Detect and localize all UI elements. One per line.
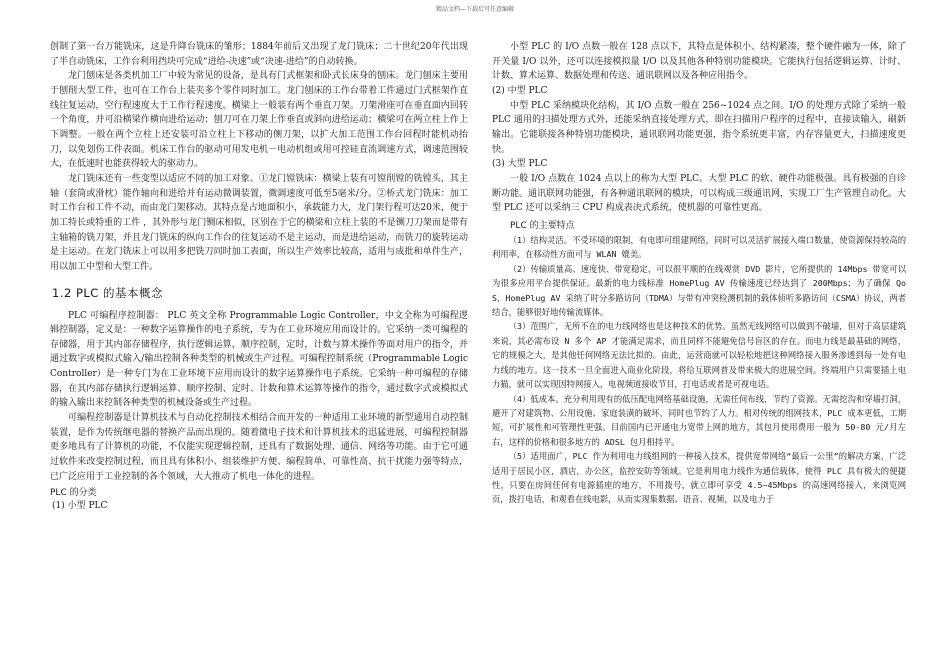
paragraph-plc-definition: PLC 可编程序控制器： PLC 英文全称 Programmable Logic Controller，中文全称为可编程逻辑控制器，定义是：一种数字运算操作的电子系统，专为在工业环境应用而设计的。它采纳一类可编程的存储器，用于其内部存储程序，执行逻辑运算，顺序控制，定时，计数与算术操作等面对用户的指令，并通过数字或模拟式输入/输出控制各种类型的机械或生产过程。可编程控制系统（Programmable Logic Controller）是一种专门为在工业环境下应用而设计的数字运算操作电子系统。它采纳一种可编程的存储器，在其内部存储执行逻辑运算、顺序控制、定时、计数和算术运算等操作的指令，通过数字式或模拟式的输入输出来控制各种类型的机械设备或生产过程。 — [50, 310, 468, 409]
paragraph-milling-history: 创制了第一台万能铣床，这是升降台铣床的雏形；1884年前后又出现了龙门铣床；二十世纪20年代出现了半自动铣床，工作台利用挡块可完成“进给-决速”或“决速-进给”的自动转换。 — [50, 42, 468, 67]
subheading-plc-features: PLC 的主要特点 — [510, 220, 575, 231]
paragraph-plc-overview: 可编程控制器是计算机技术与自动化控制技术相结合而开发的一种适用工业环境的新型通用自动控制装置，是作为传统继电器的替换产品而出现的。随着微电子技术和计算机技术的迅猛进展，可编程控制器更多地具有了计算机的功能，不仅能实现逻辑控制，还具有了数据处理、通信、网络等功能。由于它可通过软件来改变控制过程，而且具有体积小、组装维护方便、编程简单、可靠性高、抗干扰能力强等特点，已广泛应用于工业控制的各个领域，大大推动了机电一体化的进程。 — [50, 413, 468, 482]
paragraph-large-plc: 一般 I/O 点数在 1024 点以上的称为大型 PLC。大型 PLC 的软、硬件功能极强。具有极强的自诊断功能。通讯联网功能强，有各种通讯联网的模块，可以构成三级通讯网，实现工厂生产管理自动化。大型 PLC 还可以采纳三 CPU 构成表决式系统，使机器的可靠性更高。 — [492, 173, 906, 214]
section-title-plc-basics: 1.2 PLC 的基本概念 — [52, 285, 163, 300]
subheading-large-plc: (3) 大型 PLC — [492, 159, 548, 170]
feature-item-low-cost: （4）低成本。充分利用现有的低压配电网络基础设施，无需任何布线，节约了资源。无需挖沟和穿墙打洞，避开了对建筑物、公用设施、家庭装潢的破坏，同时也节约了人力。相对传统的组网技术，PLC 成本更低，工期短，可扩展性和可管理性更强。目前国内已开通电力宽带上网的地方，其包月使用费用一般为 50-80 元/月左右，这样的价格和很多地方的 ADSL 包月相持平。 — [492, 393, 906, 447]
feature-item-range: （3）范围广，无所不在的电力线网络也是这种技术的优势。虽然无线网络可以做到不破墙，但对于高层建筑来说，其必需布设 N 多个 AP 才能满足需求，而且同样不能避免信号盲区的存在。而电力线是最基础的网络，它的规模之大，是其他任何网络无法比拟的。由此，运营商就可以轻松地把这种网络接入服务渗透到每一处有电力线的地方。这一技术一旦全面进入商业化阶段，将给互联网普及带来极大的进展空间。终端用户只需要插上电力猫，就可以实现因特网接入，电视频道接收节目，打电话或者是可视电话。 — [492, 321, 906, 390]
subheading-plc-classification: PLC 的分类 — [50, 488, 97, 499]
feature-list — [492, 233, 906, 507]
page-header: 精品文档---下载后可任意编辑 — [435, 6, 515, 13]
feature-item-applicability: （5）适用面广，PLC 作为利用电力线组网的一种接入技术，提供宽带网络“最后一公里”的解决方案，广泛适用于居民小区，酒店，办公区，监控安防等领域。它是利用电力线作为通信载体，使得 PLC 具有极大的便捷性，只要在房间任何有电源插座的地方，不用拨号，就立即可享受 4.5~45Mbps 的高速网络接入，来浏览网页，拨打电话，和观看在线电影，从而实现集数据、语音、视频，以及电力于 — [492, 451, 906, 505]
subheading-small-plc: (1) 小型 PLC — [52, 501, 108, 512]
paragraph-gantry-milling: 龙门铣床还有一些变型以适应不同的加工对象。①龙门镗铣床：横梁上装有可镗削镗的铣镗头，其主轴（套筒或滑枕）能作轴向和进给并有运动微调装置，微调速度可低至5毫米/分。②桥式龙门铣床：加工时工作台和工件不动，而由龙门架移动。其特点是占地面积小，承载能力大，龙门架行程可达20米，便于加工特长或特重的工件 ，其外形与龙门铡床相似，区别在于它的横梁和立柱上装的不是铡刀刀架而是带有主轴箱的铣刀架，并且龙门铣床的纵向工作台的往复运动不是主运动，而是进给运动，而铣刀的旋转运动是主运动。在龙门铣床上可以用多把铣刀同时加工表面，所以生产效率比较高，适用与成批和单件生产，用以加工中型和大型工件。 — [50, 173, 468, 272]
subheading-medium-plc: (2) 中型 PLC — [492, 85, 548, 96]
left-column — [50, 40, 468, 672]
right-column — [492, 40, 906, 672]
paragraph-medium-plc: 中型 PLC 采纳模块化结构，其 I/O 点数一般在 256~1024 点之间。I/O 的处理方式除了采纳一般 PLC 通用的扫描处理方式外，还能采纳直接处理方式，即在扫描用户程序的过程中，直接读输入，刷新输出。它能联接各种特别功能模块，通讯联网功能更强，指令系统更丰富，内存容量更大，扫描速度更快。 — [492, 100, 906, 155]
paragraph-gantry-planer: 龙门刨床是各类机加工厂中较为常见的设备，是具有门式框架和卧式长床身的刨床。龙门刨床主要用于刨削大型工件，也可在工作台上装夹多个零件同时加工。龙门刨床的工作台带着工件通过门式框架作直线往复运动，空行程速度大于工作行程速度。横梁上一般装有两个垂直刀架。刀架滑座可在垂直面内回转一个角度，并可沿横梁作横向进给运动；刨刀可在刀架上作垂直或斜向进给运动；横梁可在两立柱上作上下调整。一般在两个立柱上还安装可沿立柱上下移动的侧刀架，以扩大加工范围工作台回程时能机动抬刀，以免划伤工件表面。机床工作台的驱动可用发电机－电动机组或用可控硅直流调速方式，调速范围较大，在低速时也能获得较大的驱动力。 — [50, 71, 468, 170]
paragraph-small-plc: 小型 PLC 的 I/O 点数一般在 128 点以下，其特点是体积小、结构紧凑，整个硬件融为一体，除了开关量 I/O 以外，还可以连接模拟量 I/O 以及其他各种特别功能模块。它能执行包括逻辑运算、计时、计数、算术运算、数据处理和传送、通讯联网以及各种应用指令。 — [492, 42, 906, 82]
feature-item-quality: （2）传输质量高、速度快、带宽稳定，可以很平顺的在线观赏 DVD 影片，它所提供的 14Mbps 带宽可以为很多应用平台提供保证。最新的电力线标准 HomePlug AV 传输速度已经达到了 200Mbps；为了确保 QoS，HomePlug AV 采纳了时分多路访问（TDMA）与带有冲突检测机制的载体侦听多路访问（CSMA）协议，两者结合，能够很好地传输流媒体。 — [492, 263, 906, 317]
feature-item-flexible: （1）结构灵活。不受环境的限制，有电即可组建网络，同时可以灵活扩展接入端口数量，使资源保持较高的利用率，在移动性方面可与 WLAN 媲美。 — [492, 234, 906, 260]
